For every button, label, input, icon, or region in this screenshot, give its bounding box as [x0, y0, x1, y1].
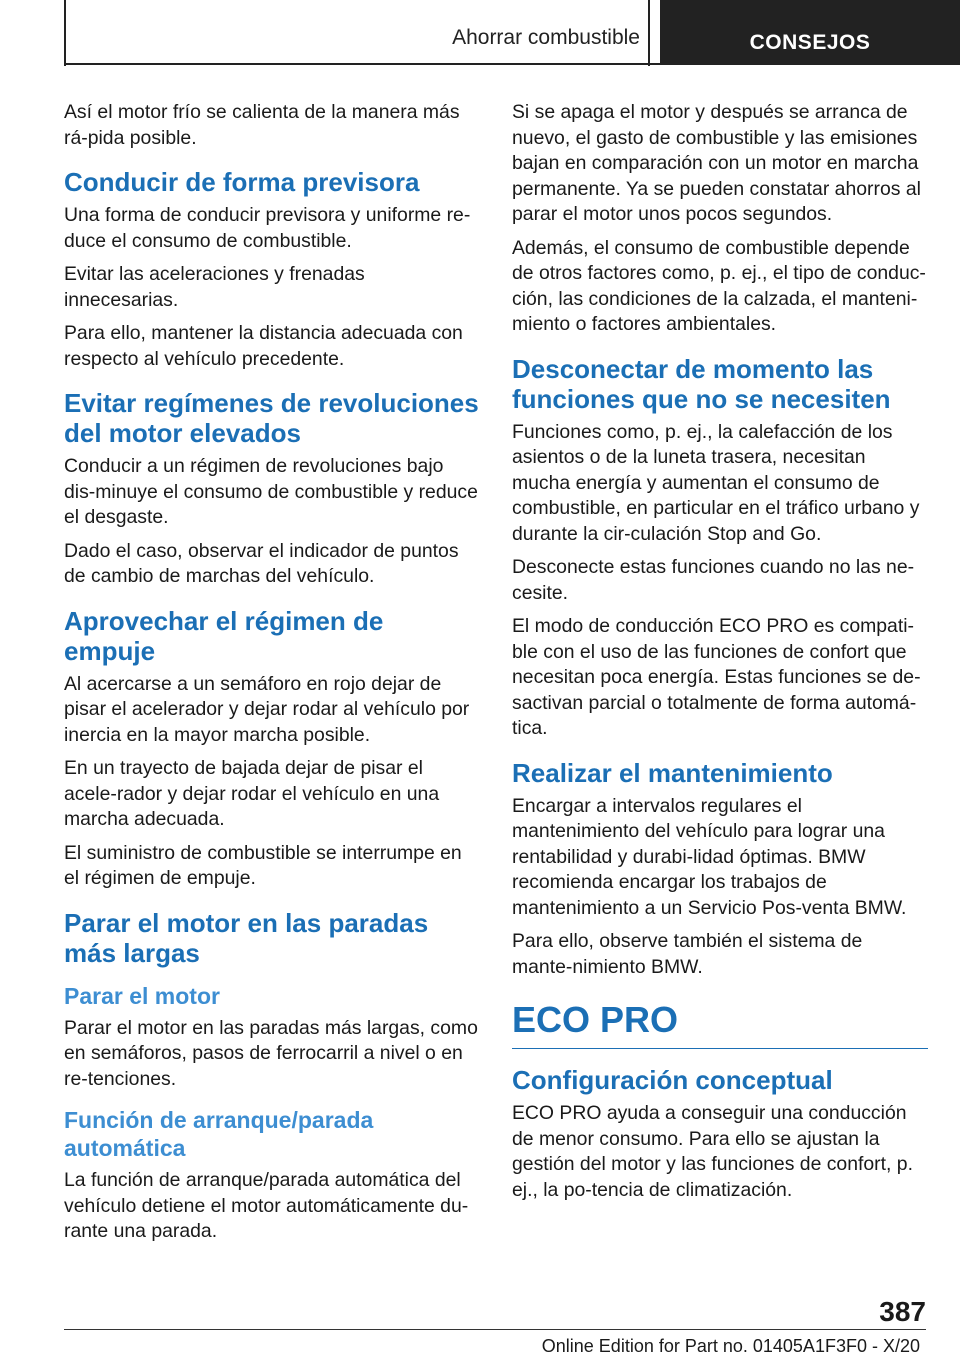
right-column [512, 100, 928, 1211]
heading-evitar: Evitar regímenes de revoluciones del motor elevados [64, 388, 479, 448]
paragraph: Funciones como, p. ej., la calefacción de los asientos o de la luneta trasera, necesitan mucha energía y aumentan el consumo de combustible, en particular en el tráfico urbano y durante la cir-culación Stop and Go. [512, 420, 920, 545]
header-rule-left [64, 0, 66, 66]
header-chapter-tab: CONSEJOS [660, 0, 960, 65]
subheading-funcion: Función de arranque/parada automática [64, 1107, 374, 1161]
page-number: 387 [879, 1296, 926, 1327]
paragraph: Así el motor frío se calienta de la manera más rá-pida posible. [64, 101, 460, 149]
paragraph: Desconecte estas funciones cuando no las ne-cesite. [512, 556, 915, 604]
paragraph: Al acercarse a un semáforo en rojo dejar de pisar el acelerador y dejar rodar al vehículo por inercia en la mayor marcha posible. [64, 672, 470, 746]
paragraph: Si se apaga el motor y después se arranca de nuevo, el gasto de combustible y las emisiones bajan en comparación con un motor en marcha permanente. Ya se pueden constatar ahorros al parar el motor unos pocos segundos. [512, 101, 921, 225]
footer-rule [64, 1329, 926, 1330]
paragraph: Encargar a intervalos regulares el mantenimiento del vehículo para lograr una rentabilidad y durabi-lidad óptimas. BMW recomienda encargar los trabajos de mantenimiento a un Servicio Pos-venta BMW. [512, 794, 907, 919]
paragraph: ECO PRO ayuda a conseguir una conducción de menor consumo. Para ello se ajustan la gestión del motor y las funciones de confort, p. ej., la po-tencia de climatización. [512, 1102, 913, 1201]
header-section-title: Ahorrar combustible [452, 26, 640, 49]
header-rule-right [648, 0, 650, 66]
heading-mantenimiento: Realizar el mantenimiento [512, 757, 833, 788]
paragraph: Una forma de conducir previsora y uniforme re-duce el consumo de combustible. [64, 204, 471, 252]
paragraph: La función de arranque/parada automática del vehículo detiene el motor automáticamente du-rante una parada. [64, 1169, 469, 1242]
paragraph: Conducir a un régimen de revoluciones bajo dis-minuye el consumo de combustible y reduce el desgaste. [64, 455, 478, 528]
edition-footer: Online Edition for Part no. 01405A1F3F0 - X/20 [541, 1336, 920, 1356]
page-header [0, 0, 960, 68]
paragraph: Para ello, mantener la distancia adecuada con respecto al vehículo precedente. [64, 322, 463, 370]
subheading-parar-motor: Parar el motor [64, 982, 220, 1009]
heading-parar: Parar el motor en las paradas más largas [64, 907, 429, 968]
left-column [64, 100, 480, 1253]
paragraph: Para ello, observe también el sistema de mante-nimiento BMW. [512, 930, 863, 978]
paragraph: En un trayecto de bajada dejar de pisar el acele-rador y dejar rodar el vehículo en una marcha adecuada. [64, 757, 440, 830]
heading-aprovechar: Aprovechar el régimen de empuje [64, 605, 384, 666]
paragraph: Evitar las aceleraciones y frenadas innecesarias. [64, 263, 365, 311]
paragraph: El modo de conducción ECO PRO es compati-ble con el uso de las funciones de confort que necesitan poca energía. Estas funciones se de-sactivan parcial o totalmente de forma automá-tica. [512, 615, 921, 739]
heading-config: Configuración conceptual [512, 1065, 833, 1095]
heading-conducir: Conducir de forma previsora [64, 167, 420, 197]
header-rule-bottom [64, 63, 660, 65]
heading-desconectar: Desconectar de momento las funciones que no se necesiten [512, 353, 891, 414]
paragraph: Dado el caso, observar el indicador de puntos de cambio de marchas del vehículo. [64, 539, 459, 587]
paragraph: El suministro de combustible se interrumpe en el régimen de empuje. [64, 841, 462, 889]
paragraph: Además, el consumo de combustible depende de otros factores como, p. ej., el tipo de conduc-ción, las condiciones de la calzada, el manteni-miento o factores ambientales. [512, 236, 926, 335]
chapter-heading-eco-pro: ECO PRO [512, 996, 928, 1049]
paragraph: Parar el motor en las paradas más largas, como en semáforos, pasos de ferrocarril a nivel o en re-tenciones. [64, 1016, 478, 1090]
